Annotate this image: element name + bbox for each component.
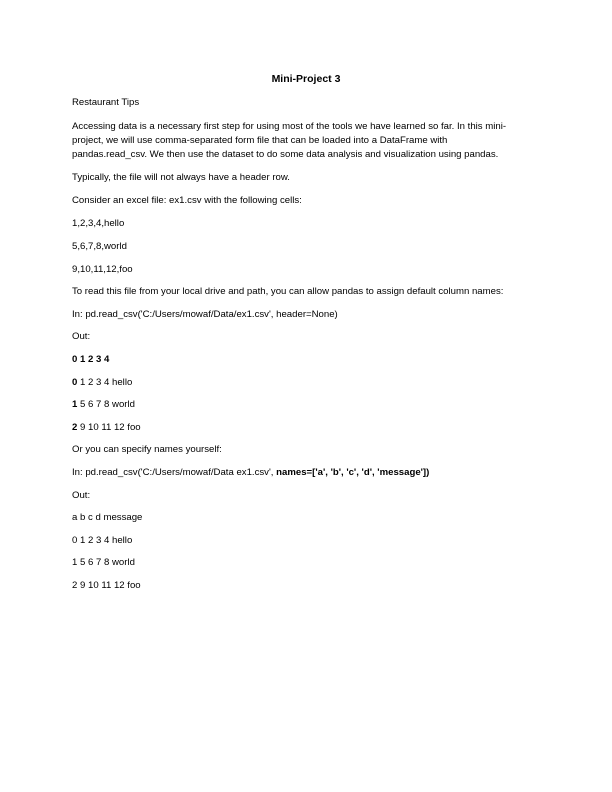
code-names-arg: names=['a', 'b', 'c', 'd', 'message']) (276, 467, 430, 478)
intro-line-1: Accessing data is a necessary first step for using most of the tools we have learned so far. In this mini- (72, 121, 507, 132)
output-row (72, 399, 135, 411)
intro-line-2: project, we will use comma-separated form file that can be loaded into a DataFrame with (72, 135, 448, 146)
row-index: 2 (72, 422, 78, 433)
code-line-2 (72, 467, 429, 479)
out-label-1: Out: (72, 331, 91, 342)
read-note: To read this file from your local drive and path, you can allow pandas to assign default column names: (72, 286, 504, 297)
row-values: 9 10 11 12 foo (77, 422, 141, 433)
csv-row: 9,10,11,12,foo (72, 264, 133, 275)
output-row (72, 377, 132, 389)
out-label-2: Out: (72, 490, 91, 501)
header-note: Typically, the file will not always have a header row. (72, 172, 290, 183)
row-values: 1 2 3 4 hello (77, 377, 133, 388)
csv-row: 1,2,3,4,hello (72, 218, 125, 229)
row-values: 5 6 7 8 world (77, 399, 135, 410)
intro-line-3: pandas.read_csv. We then use the dataset to do some data analysis and visualization using pandas. (72, 149, 499, 160)
page-title: Mini-Project 3 (271, 73, 341, 85)
output2-row: 0 1 2 3 4 hello (72, 535, 133, 546)
row-index: 1 (72, 399, 78, 410)
output-header: 0 1 2 3 4 (72, 354, 110, 365)
row-index: 0 (72, 377, 78, 388)
consider-text: Consider an excel file: ex1.csv with the following cells: (72, 195, 302, 206)
csv-row: 5,6,7,8,world (72, 241, 127, 252)
code-line-1: In: pd.read_csv('C:/Users/mowaf/Data/ex1.csv', header=None) (72, 309, 338, 320)
output2-row: 2 9 10 11 12 foo (72, 580, 141, 591)
output-row (72, 422, 141, 434)
code-prefix: In: pd.read_csv('C:/Users/mowaf/Data ex1.csv', (72, 467, 277, 478)
output2-row: 1 5 6 7 8 world (72, 557, 135, 568)
subtitle: Restaurant Tips (72, 97, 140, 108)
output2-header: a b c d message (72, 512, 143, 523)
names-note: Or you can specify names yourself: (72, 444, 222, 455)
